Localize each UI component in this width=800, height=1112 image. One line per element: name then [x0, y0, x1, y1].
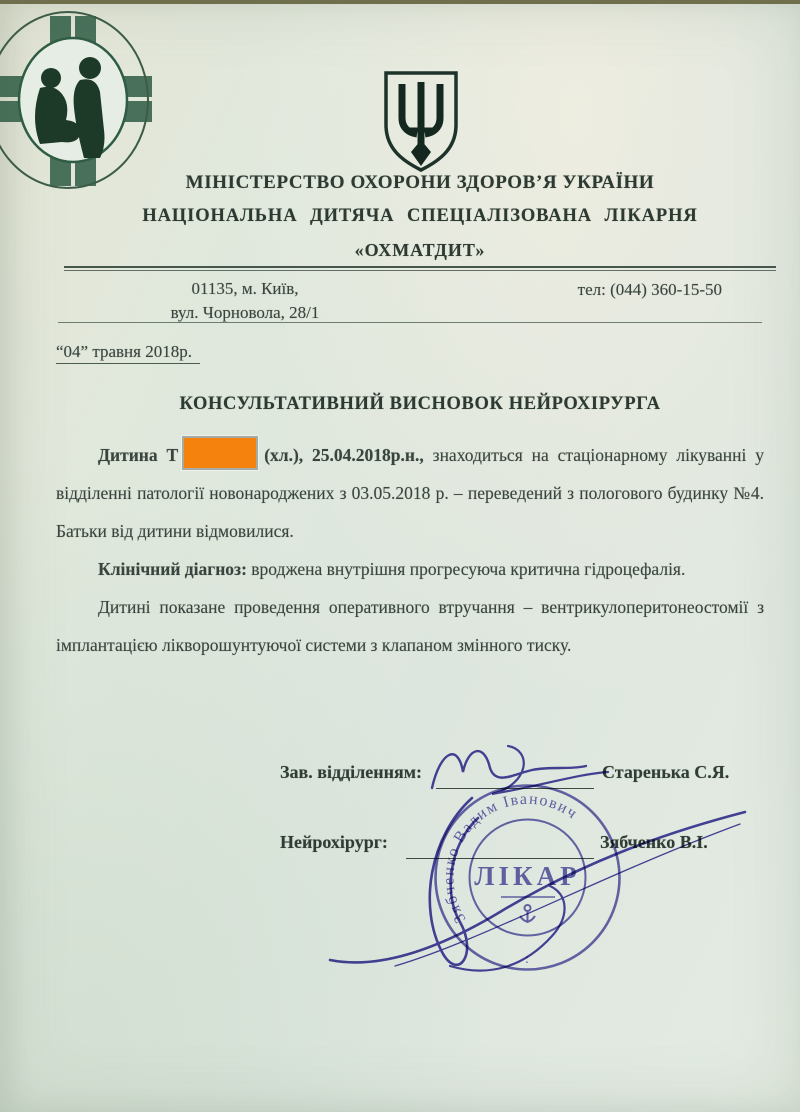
redaction-box	[182, 436, 258, 470]
ministry-title: МІНІСТЕРСТВО ОХОРОНИ ЗДОРОВ’Я УКРАЇНИ	[185, 172, 655, 193]
document-body	[56, 436, 764, 664]
paragraph-patient: Дитина Т (хл.), 25.04.2018р.н., знаходиться на стаціонарному лікуванні у відділенні патології новонароджених з 03.05.2018 р. – переведений з пологового будинку №4. Батьки від дитини відмовилися.	[56, 436, 764, 550]
address-rule	[58, 322, 762, 323]
signature-name-starenka: Старенька С.Я.	[602, 762, 730, 782]
signature-name-ziabchenko: Зябченко В.І.	[600, 832, 708, 852]
svg-text:Зябченко Вадим Іванович	[440, 791, 580, 926]
address-block	[95, 277, 395, 325]
paragraph-recommendation: Дитині показане проведення оперативного втручання – вентрикулоперитонеостомії з імплантацією лікворошунтуючої системи з клапаном змінного тиску.	[56, 597, 764, 655]
signature-label-head-of-dept: Зав. відділенням:	[280, 762, 422, 782]
date-line: “04” травня 2018р.	[56, 342, 200, 362]
hospital-short-title: «ОХМАТДИТ»	[354, 240, 486, 260]
paragraph-diagnosis: Клінічний діагноз: вроджена внутрішня прогресуюча критична гідроцефалія.	[98, 559, 686, 579]
bowl-of-hygieia-icon	[520, 905, 535, 923]
doctor-stamp	[425, 775, 630, 985]
address-line-2: вул. Чорновола, 28/1	[170, 303, 320, 322]
signature-label-neurosurgeon: Нейрохірург:	[280, 832, 388, 852]
document-title: КОНСУЛЬТАТИВНИЙ ВИСНОВОК НЕЙРОХІРУРГА	[179, 394, 661, 414]
ukraine-trident-emblem	[378, 68, 464, 181]
header-rule	[64, 266, 776, 271]
stamp-center-text: ЛІКАР	[474, 861, 581, 891]
hospital-title: НАЦІОНАЛЬНА ДИТЯЧА СПЕЦІАЛІЗОВАНА ЛІКАРНЯ	[142, 206, 698, 226]
stamp-ring-text: Зябченко Вадим Іванович	[440, 790, 581, 926]
address-line-1: 01135, м. Київ,	[191, 279, 299, 298]
svg-text::: :	[525, 952, 529, 967]
phone-number: тел: (044) 360-15-50	[577, 280, 722, 299]
